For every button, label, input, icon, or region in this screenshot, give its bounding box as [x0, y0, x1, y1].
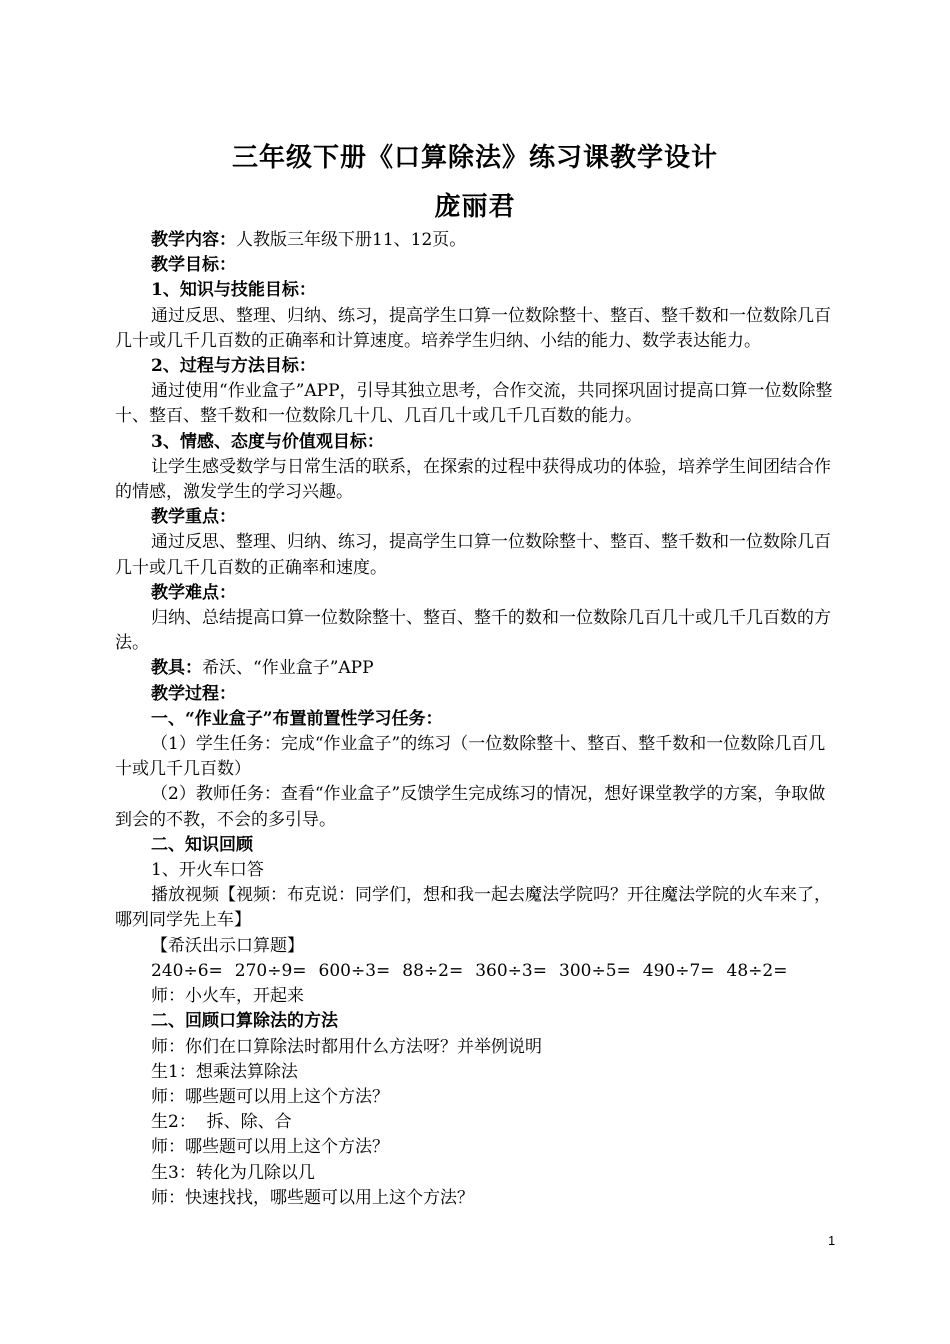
dialog-line: 生3：转化为几除以几	[151, 1162, 315, 1183]
section-2-heading: 二、知识回顾	[151, 834, 253, 855]
difficulty-heading: 教学难点：	[151, 582, 236, 603]
section-2-show: 【希沃出示口算题】	[151, 935, 304, 956]
key-points-heading: 教学重点：	[151, 507, 236, 528]
teaching-content	[115, 228, 837, 253]
difficulty-text: 归纳、总结提高口算一位数除整十、整百、整千的数和一位数除几百几十或几千几百数的方法。	[115, 608, 831, 654]
key-points-text: 通过反思、整理、归纳、练习，提高学生口算一位数除整十、整百、整千数和一位数除几百几十或几千几百数的正确率和速度。	[115, 532, 831, 578]
objective-1-heading: 1、知识与技能目标：	[151, 280, 316, 301]
equation: 600÷3=	[318, 960, 391, 981]
section-2-item-1: 1、开火车口答	[151, 860, 264, 881]
dialog-line: 生2： 拆、除、合	[151, 1112, 292, 1133]
dialog-line: 师：你们在口算除法时都用什么方法呀？并举例说明	[151, 1036, 542, 1057]
equation: 48÷2=	[726, 960, 788, 981]
document-body	[115, 228, 837, 1211]
equation: 490÷7=	[642, 960, 715, 981]
teaching-content-text: 人教版三年级下册11、12页。	[236, 230, 467, 250]
dialog-line: 生1：想乘法算除法	[151, 1061, 298, 1082]
objective-3-text: 让学生感受数学与日常生活的联系，在探索的过程中获得成功的体验，培养学生间团结合作的情感，激发学生的学习兴趣。	[115, 456, 831, 503]
section-2-teacher-line: 师：小火车，开起来	[151, 986, 304, 1007]
dialog-line: 师：哪些题可以用上这个方法？	[151, 1137, 389, 1158]
page-number: 1	[828, 1233, 836, 1248]
process-heading: 教学过程：	[151, 683, 236, 704]
teaching-tools-text: 希沃、“作业盒子”APP	[202, 658, 374, 679]
section-3-heading: 二、回顾口算除法的方法	[151, 1011, 338, 1032]
teaching-tools-label: 教具：	[151, 658, 202, 679]
document-title: 三年级下册《口算除法》练习课教学设计	[231, 143, 718, 173]
section-1-student-task: （1）学生任务：完成“作业盒子”的练习（一位数除整十、整百、整千数和一位数除几百几十或几千几百数）	[115, 734, 826, 780]
dialog-line: 师：哪些题可以用上这个方法？	[151, 1086, 389, 1107]
section-2-video: 播放视频【视频：布克说：同学们，想和我一起去魔法学院吗？开往魔法学院的火车来了，哪列同学先上车】	[115, 885, 831, 931]
objectives-heading: 教学目标：	[151, 255, 236, 276]
section-1-heading: 一、“作业盒子”布置前置性学习任务：	[151, 708, 443, 729]
equation: 270÷9=	[234, 960, 307, 981]
equation: 300÷5=	[559, 960, 631, 981]
equation: 240÷6=	[151, 960, 223, 981]
equation: 360÷3=	[475, 960, 547, 981]
objective-3-heading: 3、情感、态度与价值观目标：	[151, 431, 384, 452]
objective-2-heading: 2、过程与方法目标：	[151, 356, 316, 377]
document-author: 庞丽君	[434, 192, 516, 222]
teaching-content-label: 教学内容：	[151, 230, 236, 250]
equation-line	[115, 959, 837, 984]
objective-2-text: 通过使用“作业盒子”APP，引导其独立思考，合作交流，共同探巩固讨提高口算一位数除整十、整百、整千数和一位数除几十几、几百几十或几千几百数的能力。	[115, 381, 833, 427]
equation: 88÷2=	[402, 960, 464, 981]
dialog-line: 师：快速找找，哪些题可以用上这个方法？	[151, 1187, 474, 1208]
teaching-tools	[115, 656, 837, 681]
objective-1-text: 通过反思、整理、归纳、练习，提高学生口算一位数除整十、整百、整千数和一位数除几百几十或几千几百数的正确率和计算速度。培养学生归纳、小结的能力、数学表达能力。	[115, 305, 831, 351]
section-1-teacher-task: （2）教师任务：查看“作业盒子”反馈学生完成练习的情况，想好课堂教学的方案，争取做到会的不教，不会的多引导。	[115, 784, 826, 830]
